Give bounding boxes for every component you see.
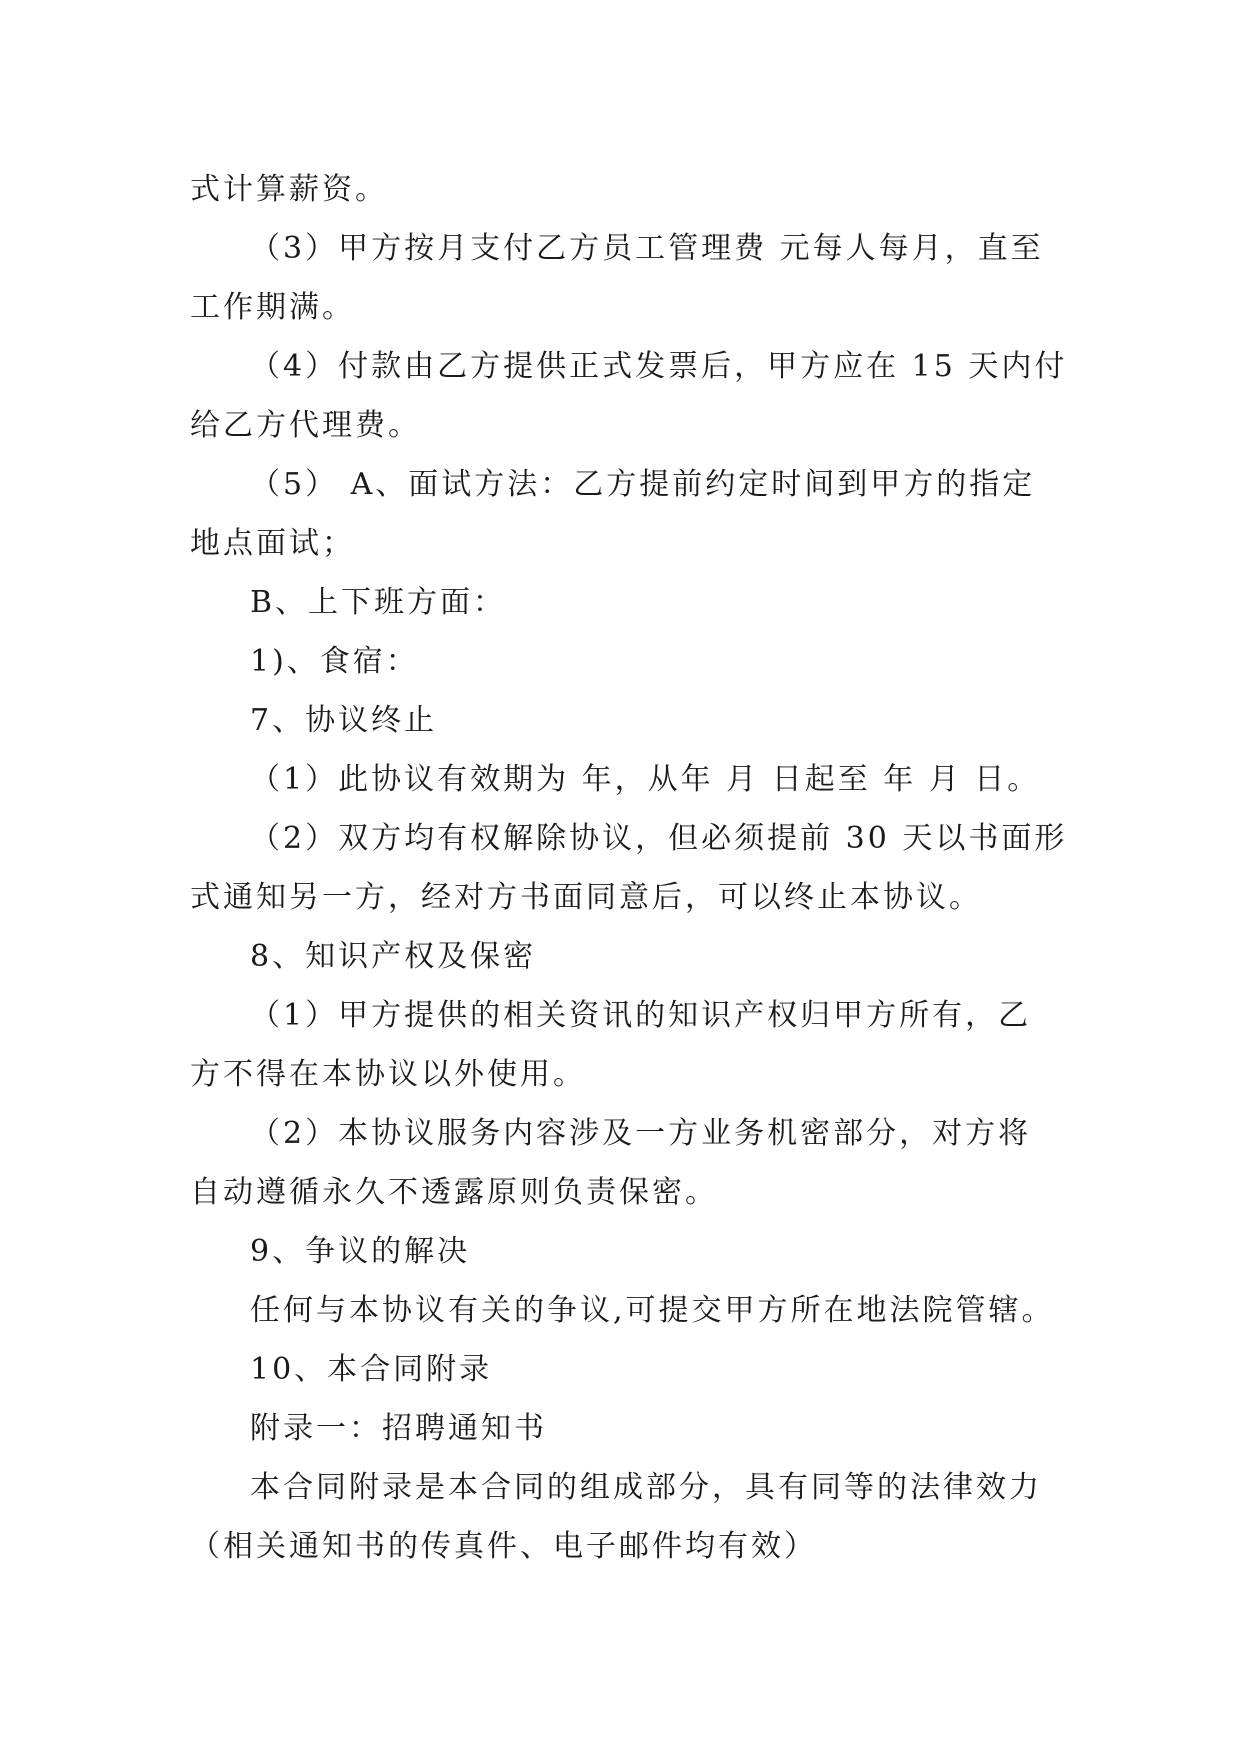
paragraph-line: （相关通知书的传真件、电子邮件均有效）: [190, 1529, 817, 1564]
paragraph-line: 附录一：招聘通知书: [250, 1411, 547, 1446]
paragraph-line: 式通知另一方，经对方书面同意后，可以终止本协议。: [190, 880, 982, 915]
paragraph-line: 本合同附录是本合同的组成部分，具有同等的法律效力: [250, 1470, 1042, 1505]
paragraph-line: 方不得在本协议以外使用。: [190, 1057, 586, 1092]
paragraph-line: 式计算薪资。: [190, 172, 388, 207]
paragraph-line: 自动遵循永久不透露原则负责保密。: [190, 1175, 718, 1210]
paragraph-line: 工作期满。: [190, 290, 355, 325]
paragraph-line: 8、知识产权及保密: [250, 939, 537, 974]
paragraph-line: 给乙方代理费。: [190, 408, 421, 443]
paragraph-line: B、上下班方面：: [250, 585, 507, 620]
paragraph-line: （4）付款由乙方提供正式发票后，甲方应在 15 天内付: [250, 349, 1068, 384]
paragraph-line: （5） A、面试方法：乙方提前约定时间到甲方的指定: [250, 467, 1036, 502]
paragraph-line: （1）甲方提供的相关资讯的知识产权归甲方所有，乙: [250, 998, 1032, 1033]
paragraph-line: （1）此协议有效期为 年，从年 月 日起至 年 月 日。: [250, 762, 1041, 797]
paragraph-line: 任何与本协议有关的争议,可提交甲方所在地法院管辖。: [250, 1293, 1055, 1328]
paragraph-line: 地点面试；: [190, 526, 355, 561]
paragraph-line: 10、本合同附录: [250, 1352, 493, 1387]
paragraph-line: （2）双方均有权解除协议，但必须提前 30 天以书面形: [250, 821, 1068, 856]
paragraph-line: 7、协议终止: [250, 703, 438, 738]
paragraph-line: （2）本协议服务内容涉及一方业务机密部分，对方将: [250, 1116, 1032, 1151]
document-body: [190, 160, 1070, 1576]
paragraph-line: （3）甲方按月支付乙方员工管理费 元每人每月，直至: [250, 231, 1044, 266]
paragraph-line: 9、争议的解决: [250, 1234, 471, 1269]
paragraph-line: 1)、食宿：: [250, 644, 419, 679]
